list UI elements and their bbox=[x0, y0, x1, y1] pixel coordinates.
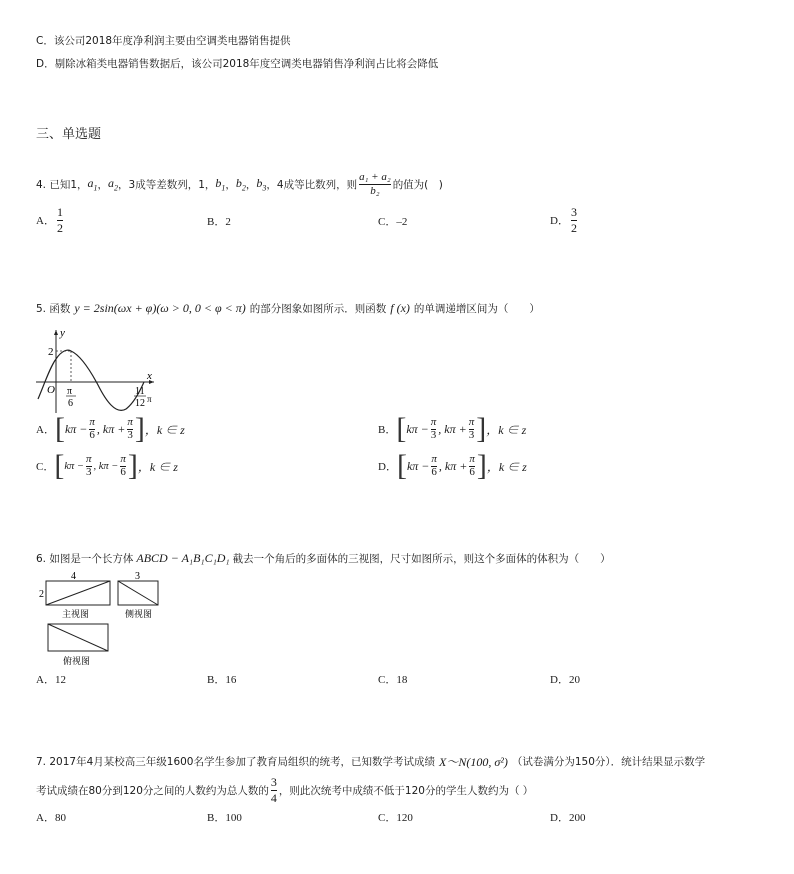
option-label: D． bbox=[550, 215, 569, 228]
q7-line2-suffix: ，则此次统考中成绩不低于120分的学生人数约为（ ） bbox=[278, 784, 534, 797]
option-label: D． bbox=[378, 461, 397, 473]
q5-option-c[interactable] bbox=[36, 451, 178, 481]
option-label: C． bbox=[36, 461, 55, 473]
tail: ，k ∈ z bbox=[144, 422, 185, 437]
option-label: A． bbox=[36, 215, 55, 228]
left-bracket: [ bbox=[396, 449, 407, 482]
tail: ，k ∈ z bbox=[486, 459, 527, 474]
expr: kπ − bbox=[406, 458, 430, 473]
option-label: B． bbox=[378, 424, 397, 436]
q7-line2-prefix: 考试成绩在80分到120分之间的人数约为总人数的 bbox=[36, 784, 269, 797]
tail: ，k ∈ z bbox=[486, 422, 527, 437]
question-5 bbox=[36, 301, 540, 316]
expr: kπ − bbox=[64, 421, 88, 436]
q4-a2: $a_2$ bbox=[108, 176, 119, 193]
top-view-label: 俯视图 bbox=[63, 656, 91, 666]
q7-option-c[interactable]: C．120 bbox=[378, 812, 413, 824]
tick-11-num: 11 bbox=[135, 386, 145, 397]
tail: ，k ∈ z bbox=[137, 459, 178, 474]
tick-pi-den: 6 bbox=[68, 398, 73, 409]
q5-option-b[interactable] bbox=[378, 414, 526, 444]
y-axis-arrow bbox=[54, 330, 58, 335]
q5-option-a[interactable] bbox=[36, 414, 185, 444]
option-d-prev: D．剔除冰箱类电器销售数据后，该公司2018年度空调类电器销售净利润占比将会降低 bbox=[36, 58, 439, 70]
q7-fraction: $\frac{3}{4}$ bbox=[270, 775, 277, 805]
tick-pi-num: π bbox=[67, 386, 73, 397]
q6-suffix: 截去一个角后的多面体的三视图，尺寸如图所示，则这个多面体的体积为（ ） bbox=[232, 553, 611, 565]
front-view-label: 主视图 bbox=[62, 609, 90, 619]
q5-option-d[interactable] bbox=[378, 451, 527, 481]
q4-frac-den: b₂ bbox=[370, 184, 380, 197]
frac: $\frac{\pi}{3}$ bbox=[85, 452, 92, 479]
right-bracket: ] bbox=[127, 449, 138, 482]
q6-option-c[interactable]: C．18 bbox=[378, 674, 408, 686]
question-4 bbox=[36, 172, 443, 197]
q5-mid: 的部分图象如图所示．则函数 bbox=[249, 303, 387, 315]
frac: $\frac{\pi}{6}$ bbox=[120, 452, 126, 479]
q4-option-b[interactable]: B．2 bbox=[207, 216, 231, 228]
y-axis-label: y bbox=[60, 327, 65, 339]
q4-mid2: ，4成等比数列，则 bbox=[266, 178, 358, 191]
q4-b2: $b_2$ bbox=[235, 176, 246, 193]
q4-option-c[interactable]: C．–2 bbox=[378, 216, 408, 228]
front-side-dim: 2 bbox=[39, 589, 44, 600]
q6-formula: ABCD − A₁B₁C₁D₁ bbox=[136, 551, 230, 565]
left-bracket: [ bbox=[54, 412, 65, 445]
q6-prefix: 6. 如图是一个长方体 bbox=[36, 553, 134, 565]
frac: $\frac{\pi}{6}$ bbox=[469, 452, 475, 479]
expr: , kπ + bbox=[96, 421, 126, 436]
q6-option-a[interactable]: A．12 bbox=[36, 674, 66, 686]
q4-option-d[interactable] bbox=[550, 206, 579, 235]
q4-comma: ， bbox=[97, 178, 109, 191]
expr: , kπ − bbox=[93, 460, 119, 472]
q4-frac-num: a₁ + a₂ bbox=[359, 171, 391, 183]
q7-formula: X～N(100, σ²) bbox=[438, 755, 508, 769]
sine-graph bbox=[34, 325, 164, 415]
q7-line1-prefix: 7. 2017年4月某校高三年级1600名学生参加了教育局组织的统考，已知数学考试成绩 bbox=[36, 756, 435, 768]
side-top-dim: 3 bbox=[135, 571, 140, 582]
q4-prefix: 4. 已知1， bbox=[36, 178, 88, 191]
frac: $\frac{\pi}{3}$ bbox=[468, 415, 475, 442]
expr: kπ − bbox=[64, 460, 84, 472]
q7-option-b[interactable]: B．100 bbox=[207, 812, 242, 824]
frac: $\frac{\pi}{3}$ bbox=[430, 415, 437, 442]
q4-suffix: 的值为( ) bbox=[392, 178, 443, 191]
q4-comma: ， bbox=[225, 178, 236, 191]
expr: , kπ + bbox=[438, 421, 467, 436]
question-7-line1 bbox=[36, 753, 705, 770]
tick-pi: π bbox=[147, 394, 152, 404]
section-title: 三、单选题 bbox=[36, 127, 102, 142]
side-view-label: 侧视图 bbox=[125, 609, 153, 619]
amplitude-label: 2 bbox=[48, 346, 54, 358]
q4-b1: $b_1$ bbox=[215, 176, 226, 193]
q4-mid: ，3成等差数列，1， bbox=[118, 178, 216, 191]
q5-prefix: 5. 函数 bbox=[36, 303, 71, 315]
q4-b3: $b_3$ bbox=[256, 176, 267, 193]
frac: $\frac{\pi}{6}$ bbox=[89, 415, 95, 442]
q6-option-d[interactable]: D．20 bbox=[550, 674, 580, 686]
frac: $\frac{\pi}{3}$ bbox=[127, 415, 133, 442]
tick-12-den: 12 bbox=[135, 398, 145, 409]
q4-comma: ， bbox=[245, 178, 257, 191]
q4-a-frac: $\frac{1}{2}$ bbox=[56, 205, 63, 235]
right-bracket: ] bbox=[476, 449, 487, 482]
q7-line1-suffix: （试卷满分为150分）．统计结果显示数学 bbox=[511, 756, 706, 768]
sine-curve bbox=[38, 350, 144, 410]
q5-suffix: 的单调递增区间为（ ） bbox=[413, 303, 540, 315]
x-axis-label: x bbox=[147, 370, 152, 382]
left-bracket: [ bbox=[54, 449, 65, 482]
question-6 bbox=[36, 551, 611, 566]
q4-fraction bbox=[359, 172, 391, 197]
expr: kπ − bbox=[406, 421, 429, 436]
q4-a1: $a_1$ bbox=[87, 176, 98, 193]
q7-option-a[interactable]: A．80 bbox=[36, 812, 66, 824]
front-top-dim: 4 bbox=[71, 571, 76, 582]
q5-fx: f (x) bbox=[390, 301, 410, 315]
right-bracket: ] bbox=[476, 412, 487, 445]
q5-formula: y = 2sin(ωx + φ)(ω > 0, 0 < φ < π) bbox=[74, 301, 246, 315]
option-label: A． bbox=[36, 424, 55, 436]
q4-d-frac: $\frac{3}{2}$ bbox=[570, 205, 577, 235]
origin-label: O bbox=[47, 384, 55, 396]
q4-option-a[interactable] bbox=[36, 206, 65, 235]
three-views bbox=[36, 570, 176, 670]
option-c-prev: C．该公司2018年度净利润主要由空调类电器销售提供 bbox=[36, 35, 291, 47]
left-bracket: [ bbox=[396, 412, 407, 445]
question-7-line2 bbox=[36, 776, 533, 805]
q6-option-b[interactable]: B．16 bbox=[207, 674, 237, 686]
frac: $\frac{\pi}{6}$ bbox=[431, 452, 437, 479]
q7-option-d[interactable]: D．200 bbox=[550, 812, 586, 824]
right-bracket: ] bbox=[134, 412, 145, 445]
expr: , kπ + bbox=[438, 458, 468, 473]
